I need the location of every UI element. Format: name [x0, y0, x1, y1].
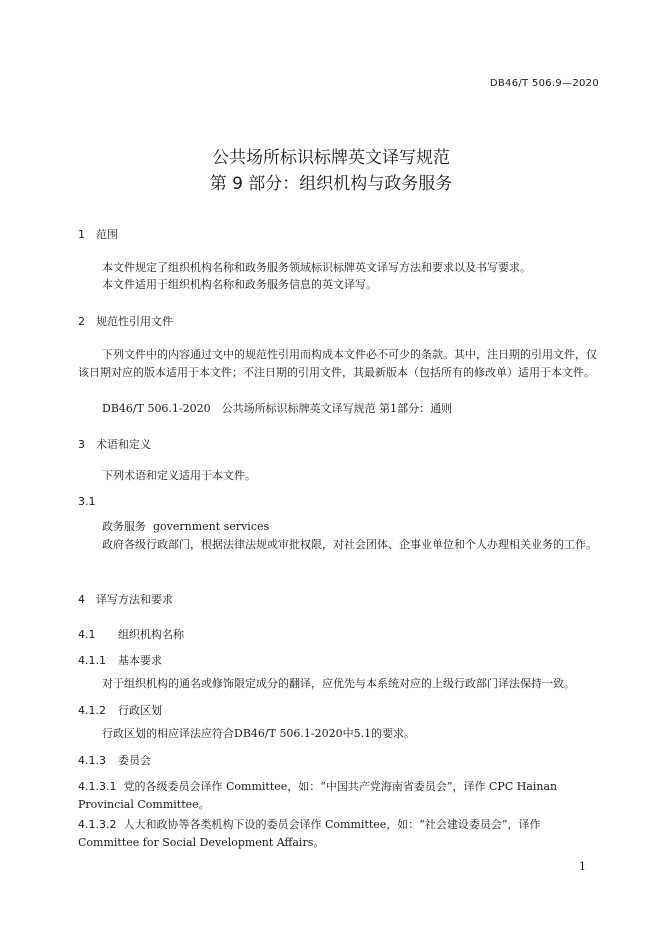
section-4-1-3-heading [78, 752, 151, 768]
section-4-title: 译写方法和要求 [96, 593, 173, 606]
section-1-heading [78, 226, 118, 242]
term-definition: 政府各级行政部门，根据法律法规或审批权限，对社会团体、企事业单位和个人办理相关业务的工作。 [102, 538, 597, 551]
section-4-1-heading [78, 626, 184, 642]
section-4-number: 4 [78, 593, 85, 606]
clause-4-1-3-1 [78, 778, 604, 814]
section-2-heading [78, 313, 173, 329]
clause-4-1-3-2-number: 4.1.3.2 [78, 818, 117, 831]
term-entry [78, 518, 604, 536]
section-4-heading [78, 591, 173, 607]
section-4-1-number: 4.1 [78, 628, 96, 641]
clause-4-1-3-2-text: 人大和政协等各类机构下设的委员会译作 Committee，如：“社会建设委员会”，译作 Committee for Social Development Affairs。 [78, 818, 541, 849]
section-3-paragraph: 下列术语和定义适用于本文件。 [102, 469, 256, 482]
section-3-title: 术语和定义 [96, 438, 151, 451]
section-4-1-2-heading [78, 702, 162, 718]
document-code: DB46/T 506.9—2020 [489, 78, 599, 89]
section-1-number: 1 [78, 228, 85, 241]
section-1-title: 范围 [96, 228, 118, 241]
section-2-number: 2 [78, 315, 85, 328]
section-4-1-2-text: 行政区划的相应译法应符合DB46/T 506.1-2020中5.1的要求。 [102, 727, 416, 740]
section-1-paragraph-2: 本文件适用于组织机构名称和政务服务信息的英文译写。 [102, 278, 377, 291]
section-4-1-1-heading [78, 652, 162, 668]
section-4-1-2-title: 行政区划 [118, 704, 162, 717]
section-4-1-1-number: 4.1.1 [78, 654, 106, 667]
section-4-1-2-number: 4.1.2 [78, 704, 106, 717]
term-chinese: 政务服务 [102, 520, 146, 533]
section-3-1-number: 3.1 [78, 495, 96, 508]
section-4-1-1-title: 基本要求 [118, 654, 162, 667]
section-4-1-3-number: 4.1.3 [78, 754, 106, 767]
title-line-1: 公共场所标识标牌英文译写规范 [212, 148, 450, 168]
section-3-number: 3 [78, 438, 85, 451]
section-2-title: 规范性引用文件 [96, 315, 173, 328]
section-2-paragraph: 下列文件中的内容通过文中的规范性引用而构成本文件必不可少的条款。其中，注日期的引用文件，仅该日期对应的版本适用于本文件；不注日期的引用文件，其最新版本（包括所有的修改单）适用于本文件。 [78, 348, 597, 379]
clause-4-1-3-2 [78, 816, 604, 852]
section-3-heading [78, 436, 151, 452]
title-line-2: 第 9 部分：组织机构与政务服务 [209, 174, 453, 194]
section-4-1-title: 组织机构名称 [118, 628, 184, 641]
section-1-paragraph-1: 本文件规定了组织机构名称和政务服务领域标识标牌英文译写方法和要求以及书写要求。 [102, 261, 531, 274]
clause-4-1-3-1-text: 党的各级委员会译作 Committee，如：“中国共产党海南省委员会”，译作 CPC Hainan Provincial Committee。 [78, 780, 558, 811]
term-english: government services [153, 520, 270, 533]
section-4-1-1-text: 对于组织机构的通名或修饰限定成分的翻译，应优先与本系统对应的上级行政部门译法保持一致。 [102, 677, 575, 690]
page-number: 1 [579, 860, 586, 873]
normative-reference: DB46/T 506.1-2020 公共场所标识标牌英文译写规范 第1部分：通则 [102, 402, 453, 415]
section-4-1-3-title: 委员会 [118, 754, 151, 767]
clause-4-1-3-1-number: 4.1.3.1 [78, 780, 117, 793]
